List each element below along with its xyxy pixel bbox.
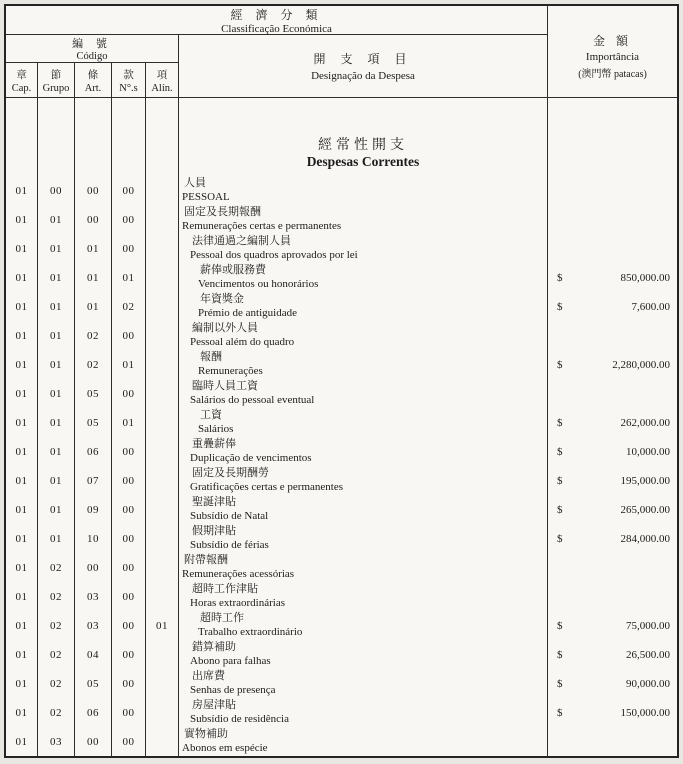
- table-row: [6, 408, 677, 437]
- code-cell: 00: [112, 669, 146, 698]
- amount-cell: [548, 292, 677, 321]
- code-cell: 01: [6, 205, 38, 234]
- amount-cell: [548, 669, 677, 698]
- code-column-header-aln: [146, 63, 178, 97]
- code-cell: 01: [6, 437, 38, 466]
- code-cell: 01: [6, 727, 38, 756]
- code-cell: 01: [75, 234, 112, 263]
- code-cell: 00: [112, 176, 146, 205]
- code-cell: [146, 234, 179, 263]
- amount-cell: [548, 205, 677, 234]
- amount-cell: [548, 553, 677, 582]
- code-cell: [146, 553, 179, 582]
- code-column-pt: N°.s: [119, 82, 138, 94]
- description-cell: [179, 640, 548, 669]
- currency-symbol: $: [557, 677, 563, 690]
- code-cell: 01: [38, 524, 75, 553]
- description-cell: [179, 582, 548, 611]
- code-cell: 01: [112, 408, 146, 437]
- description-cell: [179, 553, 548, 582]
- amount-cell: [548, 379, 677, 408]
- code-cell: 10: [75, 524, 112, 553]
- code-column-zh: 條: [87, 69, 99, 81]
- amount-value: 26,500.00: [626, 648, 670, 661]
- table-row: [6, 466, 677, 495]
- description-pt: Abono para falhas: [190, 655, 271, 667]
- code-cell: 01: [6, 350, 38, 379]
- amount-cell: [548, 321, 677, 350]
- code-cell: 06: [75, 698, 112, 727]
- description-cell: [179, 205, 548, 234]
- code-cell: 01: [6, 466, 38, 495]
- description-pt: Duplicação de vencimentos: [190, 452, 312, 464]
- code-cell: 00: [112, 321, 146, 350]
- description-zh: 薪俸或服務費: [200, 264, 266, 276]
- code-column-header-cap: [6, 63, 38, 97]
- description-cell: [179, 408, 548, 437]
- code-column-headers: [6, 63, 178, 97]
- code-cell: 00: [75, 727, 112, 756]
- code-cell: 00: [112, 611, 146, 640]
- code-cell: 02: [38, 582, 75, 611]
- code-cell: 07: [75, 466, 112, 495]
- description-cell: [179, 524, 548, 553]
- table-row: [6, 263, 677, 292]
- table-row: [6, 553, 677, 582]
- description-zh: 臨時人員工資: [192, 380, 258, 392]
- amount-value: 262,000.00: [620, 416, 670, 429]
- amount-currency-note: (澳門幣 patacas): [578, 68, 647, 80]
- code-cell: [146, 292, 179, 321]
- amount-cell: [548, 495, 677, 524]
- amount-pt: Importância: [585, 50, 640, 63]
- description-pt: Subsídio de férias: [190, 539, 269, 551]
- description-zh: 重疊薪俸: [192, 438, 236, 450]
- code-cell: 00: [112, 698, 146, 727]
- amount-value: 90,000.00: [626, 677, 670, 690]
- description-zh: 出席費: [192, 670, 225, 682]
- amount-cell: [548, 582, 677, 611]
- description-zh: 編制以外人員: [192, 322, 258, 334]
- code-column-header-ns: [112, 63, 146, 97]
- description-pt: Subsídio de Natal: [190, 510, 269, 522]
- table-row: [6, 582, 677, 611]
- code-cell: 01: [6, 263, 38, 292]
- description-pt: Pessoal além do quadro: [190, 336, 295, 348]
- description-zh: 年資獎金: [200, 293, 244, 305]
- amount-cell: [548, 234, 677, 263]
- code-cell: [146, 350, 179, 379]
- description-pt: PESSOAL: [182, 191, 230, 203]
- header-codigo: [6, 35, 178, 63]
- amount-value: 7,600.00: [631, 300, 670, 313]
- table-row: [6, 640, 677, 669]
- currency-symbol: $: [557, 271, 563, 284]
- code-column-zh: 款: [123, 69, 134, 81]
- code-column-header-art: [75, 63, 112, 97]
- code-cell: 01: [6, 640, 38, 669]
- designation-zh: 開 支 項 目: [313, 52, 413, 66]
- code-cell: 09: [75, 495, 112, 524]
- code-cell: [146, 698, 179, 727]
- code-cell: 00: [112, 582, 146, 611]
- code-cell: 02: [75, 350, 112, 379]
- amount-value: 195,000.00: [620, 474, 670, 487]
- code-column-pt: Alín.: [151, 82, 173, 94]
- description-zh: 實物補助: [184, 728, 228, 740]
- code-cell: 01: [6, 408, 38, 437]
- description-cell: [179, 176, 548, 205]
- table-row: [6, 524, 677, 553]
- code-cell: 02: [38, 611, 75, 640]
- code-cell: 02: [112, 292, 146, 321]
- description-zh: 法律通過之編制人員: [192, 235, 291, 247]
- description-pt: Trabalho extraordinário: [198, 626, 303, 638]
- currency-symbol: $: [557, 619, 563, 632]
- code-cell: [146, 437, 179, 466]
- code-cell: 02: [38, 698, 75, 727]
- description-zh: 超時工作津貼: [192, 583, 258, 595]
- code-cell: 01: [6, 582, 38, 611]
- amount-cell: [548, 524, 677, 553]
- code-cell: 05: [75, 379, 112, 408]
- code-cell: 02: [38, 669, 75, 698]
- economic-classification-pt: Classificação Económica: [221, 22, 332, 35]
- table-row: [6, 234, 677, 263]
- header-lower: [6, 35, 547, 97]
- table-row: [6, 495, 677, 524]
- table-row: [6, 321, 677, 350]
- code-cell: 05: [75, 408, 112, 437]
- description-zh: 固定及長期報酬: [184, 206, 261, 218]
- description-pt: Vencimentos ou honorários: [198, 278, 319, 290]
- code-cell: [146, 582, 179, 611]
- header-code-area: [6, 35, 179, 97]
- code-column-pt: Art.: [84, 82, 102, 94]
- description-cell: [179, 437, 548, 466]
- amount-cell: [548, 408, 677, 437]
- code-column-header-grupo: [38, 63, 75, 97]
- table-row: [6, 437, 677, 466]
- amount-cell: [548, 611, 677, 640]
- description-zh: 假期津貼: [192, 525, 236, 537]
- code-cell: 03: [38, 727, 75, 756]
- designation-pt: Designação da Despesa: [311, 70, 415, 82]
- currency-symbol: $: [557, 706, 563, 719]
- code-cell: 00: [112, 466, 146, 495]
- codigo-pt: Código: [76, 51, 108, 62]
- amount-value: 150,000.00: [620, 706, 670, 719]
- code-cell: 05: [75, 669, 112, 698]
- description-zh: 聖誕津貼: [192, 496, 236, 508]
- code-column-zh: 章: [16, 69, 27, 81]
- code-cell: 00: [112, 495, 146, 524]
- code-cell: [75, 98, 112, 176]
- table-header: [6, 6, 677, 98]
- description-pt: Abonos em espécie: [182, 742, 268, 754]
- code-cell: 01: [38, 263, 75, 292]
- code-cell: [146, 466, 179, 495]
- currency-symbol: $: [557, 503, 563, 516]
- code-cell: [146, 495, 179, 524]
- amount-value: 284,000.00: [620, 532, 670, 545]
- amount-value: 265,000.00: [620, 503, 670, 516]
- currency-symbol: $: [557, 358, 563, 371]
- code-cell: [146, 263, 179, 292]
- description-pt: Salários: [198, 423, 234, 435]
- description-zh: 人員: [184, 177, 206, 189]
- code-cell: [146, 408, 179, 437]
- description-pt: Senhas de presença: [190, 684, 276, 696]
- description-zh: 超時工作: [200, 612, 244, 624]
- description-cell: [179, 727, 548, 756]
- amount-cell: [548, 176, 677, 205]
- code-cell: 04: [75, 640, 112, 669]
- code-cell: 01: [146, 611, 179, 640]
- currency-symbol: $: [557, 416, 563, 429]
- code-cell: 00: [112, 524, 146, 553]
- description-cell: [179, 379, 548, 408]
- code-cell: [146, 379, 179, 408]
- description-pt: Pessoal dos quadros aprovados por lei: [190, 249, 358, 261]
- code-column-pt: Grupo: [42, 82, 70, 94]
- section-title-cell: [179, 98, 548, 176]
- description-pt: Prémio de antiguidade: [198, 307, 297, 319]
- code-cell: [112, 98, 146, 176]
- code-cell: 01: [6, 176, 38, 205]
- amount-cell: [548, 98, 677, 176]
- table-row: [6, 205, 677, 234]
- code-cell: [146, 640, 179, 669]
- code-cell: [146, 727, 179, 756]
- description-zh: 房屋津貼: [192, 699, 236, 711]
- amount-cell: [548, 437, 677, 466]
- amount-value: 850,000.00: [620, 271, 670, 284]
- header-designation: [179, 35, 547, 97]
- table-body: [6, 98, 677, 756]
- code-cell: 02: [38, 640, 75, 669]
- code-cell: 02: [38, 553, 75, 582]
- code-cell: 00: [112, 553, 146, 582]
- header-amount: [548, 6, 677, 97]
- code-cell: [146, 321, 179, 350]
- code-cell: 00: [75, 205, 112, 234]
- code-cell: 01: [6, 611, 38, 640]
- description-pt: Remunerações: [198, 365, 263, 377]
- amount-cell: [548, 350, 677, 379]
- code-cell: 01: [6, 553, 38, 582]
- code-cell: 01: [38, 379, 75, 408]
- code-cell: 02: [75, 321, 112, 350]
- description-cell: [179, 292, 548, 321]
- table-row: [6, 379, 677, 408]
- codigo-zh: 編 號: [72, 38, 112, 50]
- description-zh: 固定及長期酬勞: [192, 467, 269, 479]
- code-cell: 01: [6, 292, 38, 321]
- amount-cell: [548, 640, 677, 669]
- currency-symbol: $: [557, 300, 563, 313]
- code-column-zh: 項: [156, 69, 168, 81]
- code-cell: 01: [6, 321, 38, 350]
- code-cell: 03: [75, 611, 112, 640]
- code-cell: 00: [112, 205, 146, 234]
- code-cell: 03: [75, 582, 112, 611]
- code-cell: 01: [38, 234, 75, 263]
- code-cell: 00: [112, 727, 146, 756]
- code-cell: 01: [38, 205, 75, 234]
- code-cell: 01: [38, 408, 75, 437]
- description-pt: Horas extraordinárias: [190, 597, 285, 609]
- description-zh: 報酬: [200, 351, 222, 363]
- code-cell: [146, 176, 179, 205]
- code-cell: 00: [38, 176, 75, 205]
- code-cell: [6, 98, 38, 176]
- section-title-zh: 經常性開支: [318, 138, 408, 153]
- code-cell: 00: [112, 640, 146, 669]
- header-left: [6, 6, 548, 97]
- code-cell: 00: [75, 176, 112, 205]
- code-cell: [38, 98, 75, 176]
- code-cell: 01: [6, 698, 38, 727]
- description-pt: Salários do pessoal eventual: [190, 394, 315, 406]
- description-pt: Gratificações certas e permanentes: [190, 481, 343, 493]
- table-row: [6, 669, 677, 698]
- code-cell: 01: [75, 292, 112, 321]
- code-cell: 01: [6, 524, 38, 553]
- code-cell: 01: [6, 495, 38, 524]
- amount-cell: [548, 698, 677, 727]
- code-cell: 01: [6, 669, 38, 698]
- code-cell: 00: [75, 553, 112, 582]
- table-row: [6, 698, 677, 727]
- description-cell: [179, 321, 548, 350]
- code-cell: 01: [112, 350, 146, 379]
- description-pt: Subsídio de residência: [190, 713, 289, 725]
- table-row: [6, 176, 677, 205]
- code-cell: 00: [112, 437, 146, 466]
- code-cell: [146, 524, 179, 553]
- amount-cell: [548, 263, 677, 292]
- code-cell: 01: [75, 263, 112, 292]
- currency-symbol: $: [557, 532, 563, 545]
- description-cell: [179, 234, 548, 263]
- code-cell: 00: [112, 234, 146, 263]
- code-cell: 01: [6, 379, 38, 408]
- code-cell: 01: [38, 321, 75, 350]
- amount-cell: [548, 727, 677, 756]
- currency-symbol: $: [557, 648, 563, 661]
- header-economic-classification: [6, 6, 547, 35]
- amount-value: 2,280,000.00: [612, 358, 670, 371]
- code-column-zh: 節: [50, 69, 62, 81]
- code-cell: 01: [38, 292, 75, 321]
- code-cell: 01: [6, 234, 38, 263]
- table-row: [6, 350, 677, 379]
- table-row: [6, 611, 677, 640]
- description-cell: [179, 669, 548, 698]
- budget-table: [4, 4, 679, 758]
- code-cell: 06: [75, 437, 112, 466]
- code-cell: 01: [38, 495, 75, 524]
- section-title-pt: Despesas Correntes: [306, 154, 420, 169]
- currency-symbol: $: [557, 474, 563, 487]
- description-cell: [179, 466, 548, 495]
- description-cell: [179, 263, 548, 292]
- code-column-pt: Cap.: [11, 82, 32, 94]
- table-row: [6, 727, 677, 756]
- description-cell: [179, 350, 548, 379]
- description-pt: Remunerações certas e permanentes: [182, 220, 342, 232]
- table-row: [6, 292, 677, 321]
- amount-value: 75,000.00: [626, 619, 670, 632]
- amount-value: 10,000.00: [626, 445, 670, 458]
- description-zh: 附帶報酬: [184, 554, 228, 566]
- code-cell: [146, 669, 179, 698]
- code-cell: [146, 98, 179, 176]
- description-zh: 錯算補助: [192, 641, 236, 653]
- code-cell: [146, 205, 179, 234]
- description-cell: [179, 698, 548, 727]
- code-cell: 01: [38, 466, 75, 495]
- code-cell: 00: [112, 379, 146, 408]
- description-cell: [179, 495, 548, 524]
- description-cell: [179, 611, 548, 640]
- description-pt: Remunerações acessórias: [182, 568, 295, 580]
- code-cell: 01: [38, 437, 75, 466]
- amount-zh: 金 額: [592, 33, 632, 48]
- section-title-row: [6, 98, 677, 176]
- currency-symbol: $: [557, 445, 563, 458]
- economic-classification-zh: 經 濟 分 類: [230, 7, 323, 22]
- amount-cell: [548, 466, 677, 495]
- code-cell: 01: [38, 350, 75, 379]
- code-cell: 01: [112, 263, 146, 292]
- description-zh: 工資: [200, 409, 222, 421]
